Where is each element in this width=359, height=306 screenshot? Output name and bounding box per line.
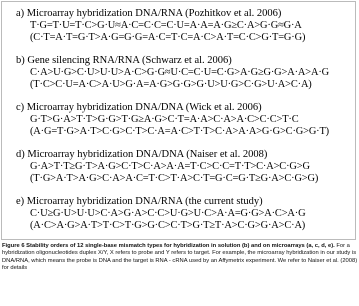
panel-a-title: a) Microarray hybridization DNA/RNA (Pozhitkov et al. 2006) xyxy=(16,8,282,19)
panel-a-sequence-bracketed: (C·T=A·T=G·T>A·G=G·G=A·C=T·C=A·C>A·T=C·C>G·T=G·G) xyxy=(30,32,306,43)
panel-e xyxy=(16,196,351,232)
panel-c-sequence-bracketed: (A·G=T·G>A·T>C·G>C·T>C·A=A·C>T·T>C·A>A·A>G·G>C·G>G·T) xyxy=(30,126,329,137)
caption-lead: Figure 6 Stability orders of 12 single-base mismatch types for hybridization in solution (b) and on microarrays (a, c, d, e). xyxy=(2,243,335,249)
panel-d xyxy=(16,149,351,185)
figure-box xyxy=(1,1,356,240)
panel-c xyxy=(16,102,351,138)
panel-a xyxy=(16,8,351,44)
figure-caption xyxy=(2,243,358,306)
panel-b-title: b) Gene silencing RNA/RNA (Schwarz et al. 2006) xyxy=(16,55,232,66)
panel-c-title: c) Microarray hybridization DNA/DNA (Wick et al. 2006) xyxy=(16,102,262,113)
panel-e-title: e) Microarray hybridization DNA/RNA (the current study) xyxy=(16,196,263,207)
caption-body: For a hybridization oligonucleotides duplex X/Y, X refers to probe and Y refers to target. For example, the microarray hybridization in our study is DNA/RNA, which means the probe is DNA and the target is RNA - cRNA used by an Affymetrix experiment. We refer to Naiser et al. (2008) for details xyxy=(2,243,358,271)
panel-c-sequence: G·T>G·A>T·T>G·G>T·G≥A·G>C·T=A·A>C·A>A·C>C·C>T·C xyxy=(30,114,299,125)
panel-d-title: d) Microarray hybridization DNA/DNA (Naiser et al. 2008) xyxy=(16,149,268,160)
panel-b xyxy=(16,55,351,91)
panel-a-sequence: T·G=T·U=T·C>G·U≈A·C=C·C=C·U=A·A=A·G≥C·A>G·G≈G·A xyxy=(30,20,302,31)
panel-b-sequence: C·A>U·G>C·U>U·U>A·C>G·G≈U·C=C·U=C·G>A·G≥G·G>A·A>A·G xyxy=(30,67,329,78)
panel-b-sequence-bracketed: (T·C>C·U=A·C>A·U>G·A=A·G>G·G>G·U>U·G>C·G>U·A>C·A) xyxy=(30,79,312,90)
panel-d-sequence: G·A>T·T≥G·T>A·G>C·T>C·A>A·A=T·C>C·C=T·T>C·A>C·G>G xyxy=(30,161,310,172)
panel-d-sequence-bracketed: (T·G>A·T>A·G>C·A>A·C=T·C>T·A>C·T=G·C=G·T≥G·A>C·G>G) xyxy=(30,173,319,184)
panel-e-sequence-bracketed: (A·C>A·G>A·T>T·C>T·G>G·C>C·T>G·T≥T·A>C·G>G·A>C·A) xyxy=(30,220,306,231)
panel-e-sequence: C·U≥G·U>U·U>C·A>G·A>C·C>U·G>U·C>A·A=G·G>A·C>A·G xyxy=(30,208,306,219)
